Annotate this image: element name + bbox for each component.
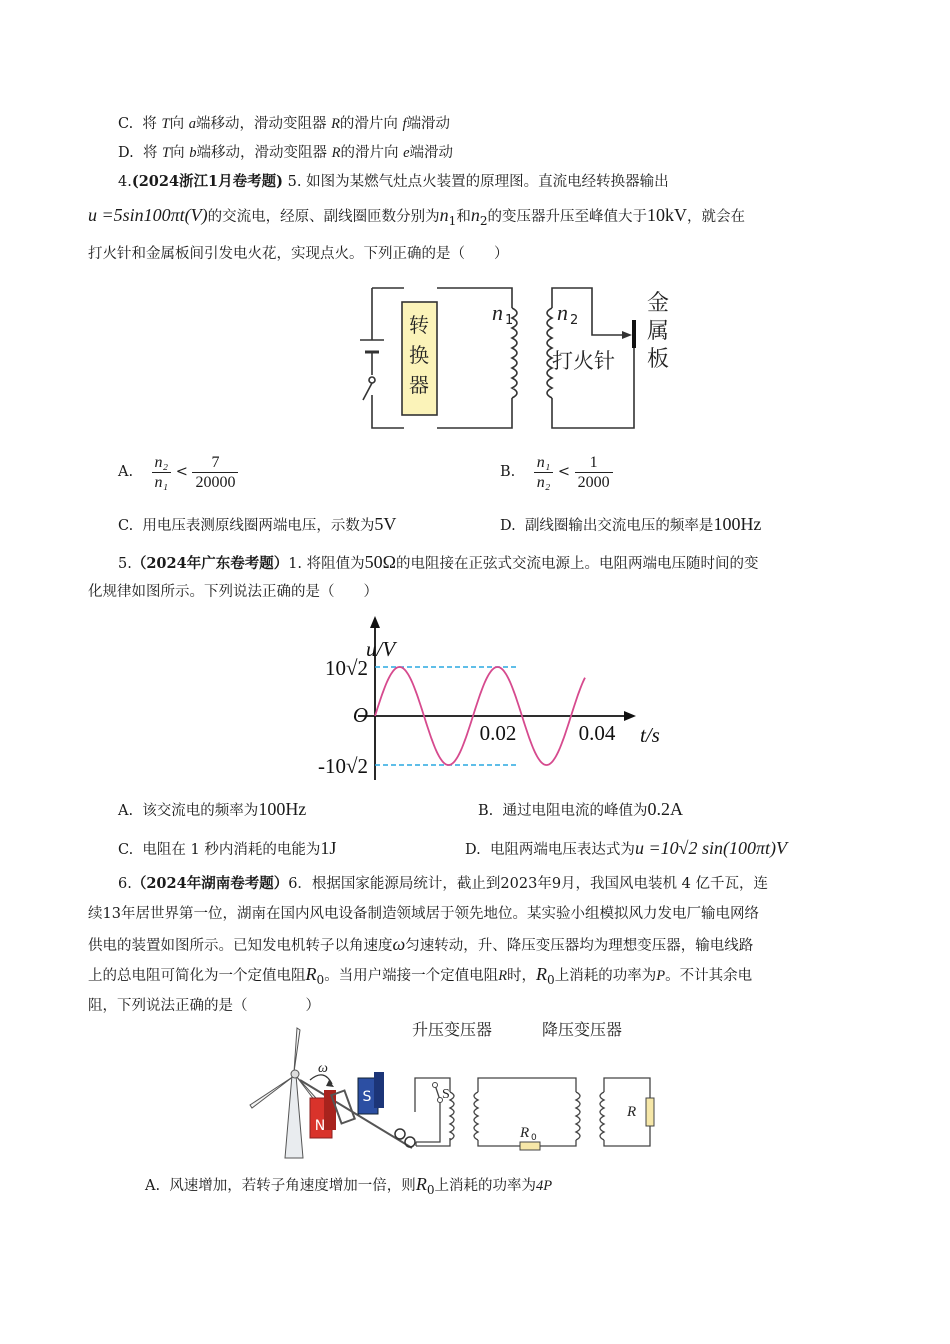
omega-label: ω <box>318 1061 328 1076</box>
q5-option-a: A. 该交流电的频率为100Hz <box>118 799 307 819</box>
q3-option-c: C. 将 T向 a端移动，滑动变阻器 R的滑片向 f端滑动 <box>118 116 451 132</box>
step-down-label: 降压变压器 <box>542 1020 623 1039</box>
q4-option-b: B. $\frac{\text{n₁}}{\text{n₂}}$ < $\frac{1}{2000}$ <box>500 450 613 494</box>
magnet-n-label: N <box>314 1118 326 1134</box>
y-tick-min: -10√2 <box>317 754 368 778</box>
r0-sub-label: 0 <box>531 1133 537 1143</box>
q6-stem-line3: 供电的装置如图所示。已知发电机转子以角速度ω匀速转动，升、降压变压器均为理想变压器，输电线路 <box>88 934 754 954</box>
y-axis-label: u/V <box>366 637 396 661</box>
n2-sub: 2 <box>570 313 579 328</box>
x-tick-0-02: 0.02 <box>479 721 517 745</box>
q6-stem-line5: 阻，下列说法正确的是（ ） <box>88 998 320 1014</box>
q4-option-d: D. 副线圈输出交流电压的频率是100Hz <box>500 514 762 534</box>
x-tick-0-04: 0.04 <box>578 721 616 745</box>
plate-label-3: 板 <box>647 347 670 372</box>
switch-label: S <box>442 1087 450 1102</box>
load-resistor <box>646 1098 654 1126</box>
step-up-label: 升压变压器 <box>412 1020 493 1039</box>
magnet-s-side <box>374 1072 384 1108</box>
origin-label: O <box>352 703 368 727</box>
magnet-s-label: S <box>362 1089 372 1105</box>
plate-label-1: 金 <box>647 291 670 316</box>
q6-stem-line1: 6.（2024年湖南卷考题）6．根据国家能源局统计，截止到2023年9月，我国风电装机 4 亿千瓦，连 <box>118 875 768 892</box>
q5-option-c: C. 电阻在 1 秒内消耗的电能为1J <box>118 838 337 858</box>
q5-stem-line2: 化规律如图所示。下列说法正确的是（ ） <box>88 584 378 600</box>
q5-voltage-graph <box>300 612 670 787</box>
needle-label: 打火针 <box>552 349 615 373</box>
q6-stem-line4: 上的总电阻可简化为一个定值电阻$R_0$。当用户端接一个定值电阻R时，$R_0$上消耗的功率为P。不计其余电 <box>88 964 753 987</box>
converter-label-3: 器 <box>409 373 429 397</box>
magnet-n-side <box>324 1090 336 1130</box>
q3-option-d: D. 将 T向 b端移动，滑动变阻器 R的滑片向 e端滑动 <box>118 145 453 161</box>
q4-option-c: C. 用电压表测原线圈两端电压，示数为5V <box>118 514 397 534</box>
q4-ignition-circuit-figure <box>352 280 682 435</box>
q5-stem-line1: 5.（2024年广东卷考题）1. 将阻值为50Ω的电阻接在正弦式交流电源上。电阻两端电压随时间的变 <box>118 552 759 572</box>
plate-label-2: 属 <box>647 319 670 344</box>
q4-stem-line2: u =5sin100πt(V)的交流电，经原、副线圈匝数分别为$n_1$和$n_2$的变压器升压至峰值大于10kV，就会在 <box>88 205 746 228</box>
n1-sub: 1 <box>505 313 514 328</box>
q6-option-a: A. 风速增加，若转子角速度增加一倍，则$R_0$上消耗的功率为4P <box>145 1174 553 1197</box>
q4-stem-line3: 打火针和金属板间引发电火花，实现点火。下列正确的是（ ） <box>88 246 509 262</box>
q4-option-a: A. $\frac{\text{n₂}}{\text{n₁}}$ < $\frac{7}{20000}$ <box>118 450 238 494</box>
n1-label: n <box>492 300 503 325</box>
q4-stem-line1: 4.(2024浙江1月卷考题) 5. 如图为某燃气灶点火装置的原理图。直流电经转换器输出 <box>118 173 669 190</box>
q6-wind-power-figure <box>240 1020 670 1160</box>
converter-label-1: 转 <box>409 313 429 337</box>
q5-option-d: D. 电阻两端电压表达式为u =10√2 sin(100πt)V <box>465 838 787 858</box>
n2-label: n <box>557 300 568 325</box>
r0-resistor <box>520 1142 540 1150</box>
converter-label-2: 换 <box>409 343 429 367</box>
y-tick-max: 10√2 <box>324 656 368 680</box>
load-r-label: R <box>627 1104 637 1120</box>
q5-option-b: B. 通过电阻电流的峰值为0.2A <box>478 799 683 819</box>
q6-stem-line2: 续13年居世界第一位，湖南在国内风电设备制造领域居于领先地位。某实验小组模拟风力发电厂输电网络 <box>88 906 759 922</box>
x-axis-label: t/s <box>640 723 660 747</box>
r0-label: R <box>520 1125 530 1141</box>
